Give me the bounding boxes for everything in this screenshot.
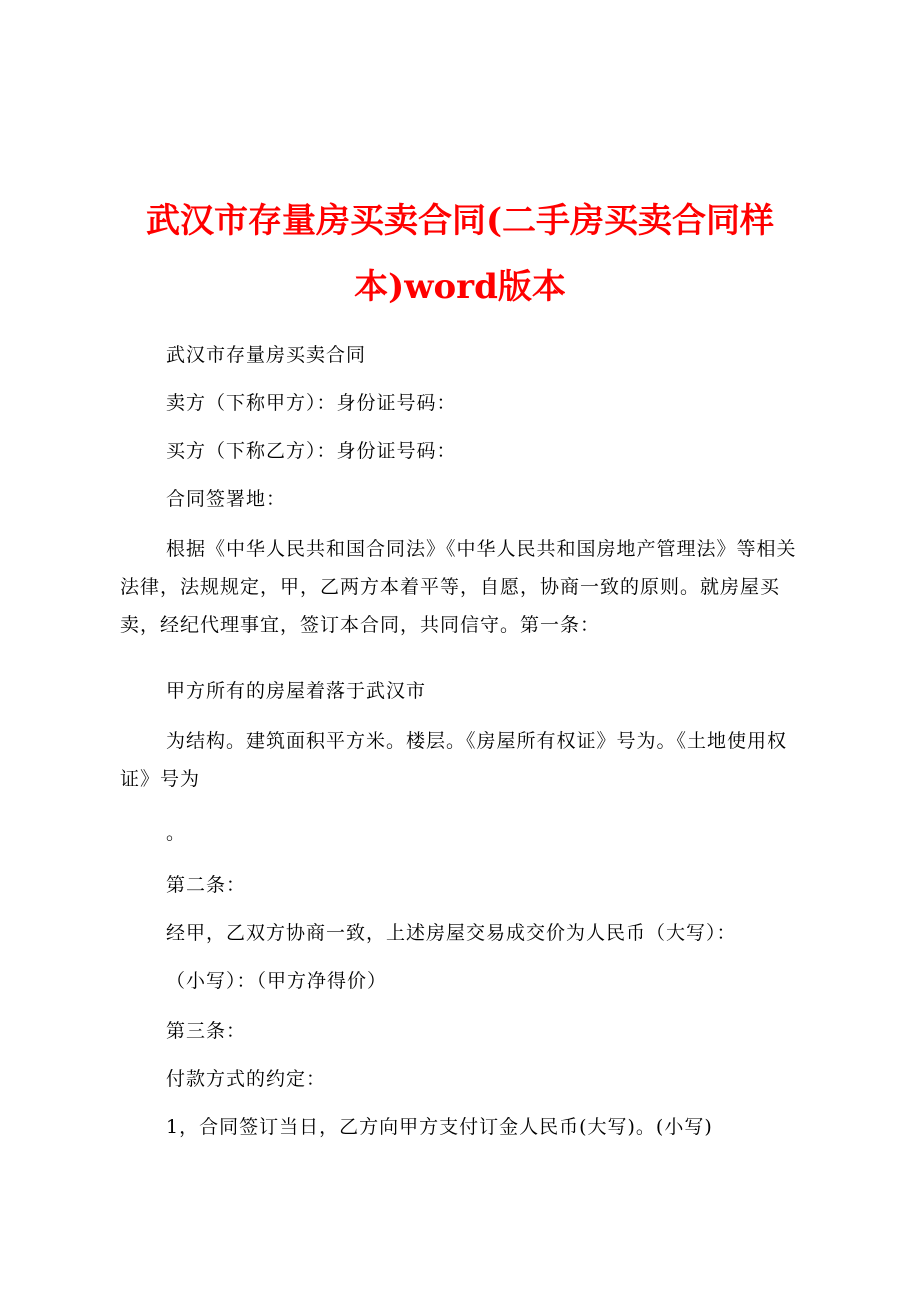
period-line: 。 xyxy=(166,822,187,844)
document-title xyxy=(120,188,800,320)
preamble-paragraph: 根据《中华人民共和国合同法》《中华人民共和国房地产管理法》等相关法律，法规规定，甲，乙两方本着平等，自愿，协商一致的原则。就房屋买卖，经纪代理事宜，签订本合同，共同信守。第一条： xyxy=(120,538,797,636)
price-lowercase-line: （小写）：（甲方净得价） xyxy=(166,970,388,992)
payment-method-line: 付款方式的约定： xyxy=(166,1068,327,1090)
article-3-heading: 第三条： xyxy=(166,1020,247,1042)
article-2-heading: 第二条： xyxy=(166,874,247,896)
property-details-paragraph: 为结构。建筑面积平方米。楼层。《房屋所有权证》号为。《土地使用权证》号为 xyxy=(120,730,788,790)
deposit-clause-line: 1，合同签订当日，乙方向甲方支付订金人民币(大写)。(小写) xyxy=(166,1116,713,1138)
contract-heading: 武汉市存量房买卖合同 xyxy=(166,344,367,366)
seller-line: 卖方（下称甲方）：身份证号码： xyxy=(166,392,457,414)
property-location-line: 甲方所有的房屋着落于武汉市 xyxy=(166,680,427,702)
title-line-2: 本)word版本 xyxy=(354,267,566,307)
price-uppercase-line: 经甲，乙双方协商一致，上述房屋交易成交价为人民币（大写）： xyxy=(166,922,737,944)
title-line-1: 武汉市存量房买卖合同(二手房买卖合同样 xyxy=(145,201,775,241)
signing-place-line: 合同签署地： xyxy=(166,488,287,510)
buyer-line: 买方（下称乙方）：身份证号码： xyxy=(166,440,457,462)
